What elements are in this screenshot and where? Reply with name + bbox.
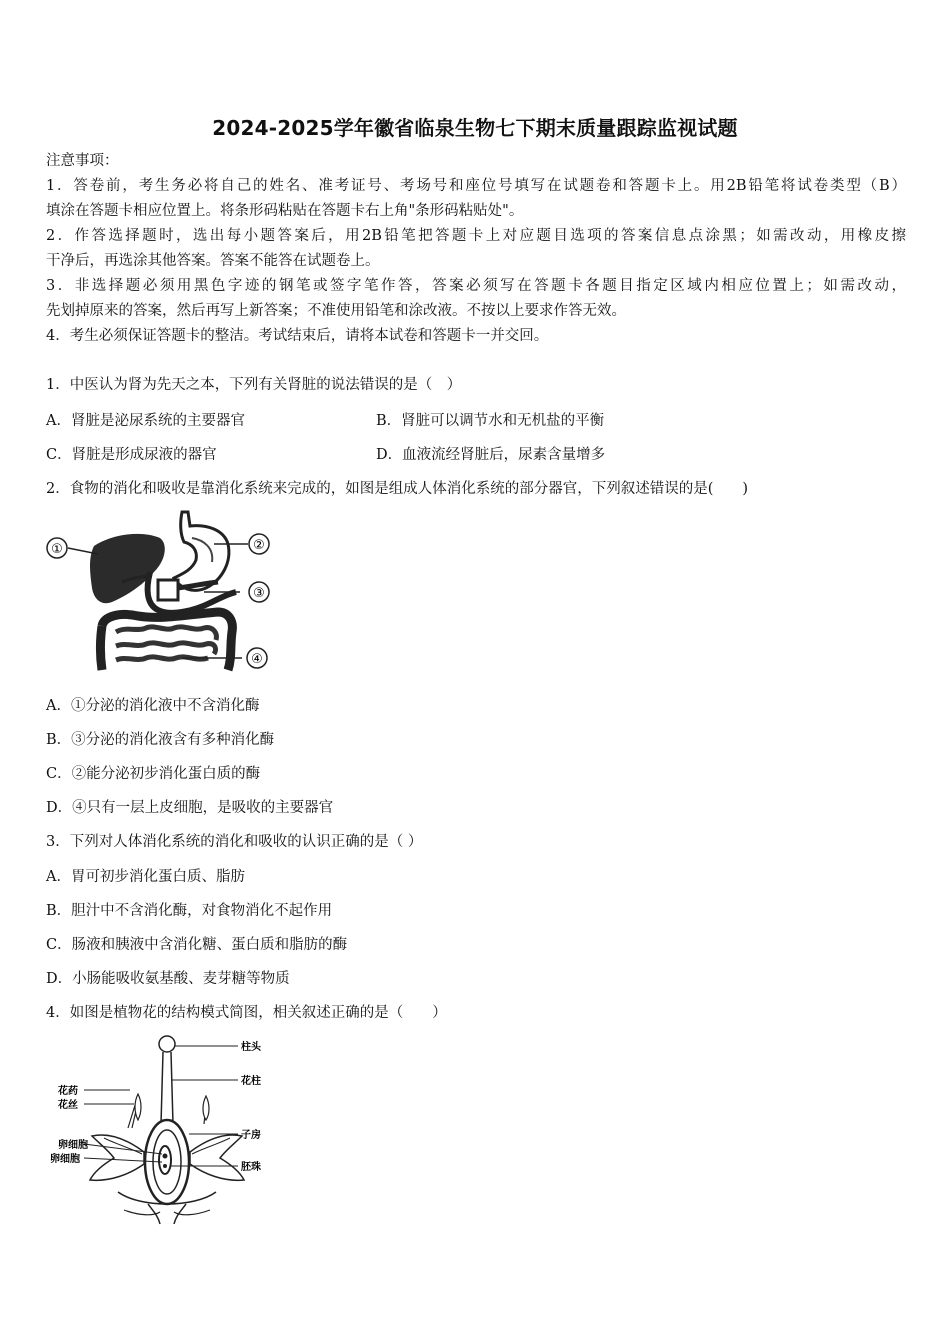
- fig-label-style: 花柱: [241, 1076, 261, 1087]
- notice-line: 2．作答选择题时，选出每小题答案后，用2B铅笔把答题卡上对应题目选项的答案信息点涂黑；如需改动，用橡皮擦: [46, 228, 906, 244]
- notice-line: 4．考生必须保证答题卡的整洁。考试结束后，请将本试卷和答题卡一并交回。: [46, 328, 549, 344]
- notice-line: 3．非选择题必须用黑色字迹的钢笔或签字笔作答，答案必须写在答题卡各题目指定区域内相应位置上；如需改动，: [46, 278, 906, 294]
- flower-structure-figure: [44, 1032, 284, 1227]
- notice-line: 先划掉原来的答案，然后再写上新答案；不准使用铅笔和涂改液。不按以上要求作答无效。: [46, 303, 626, 319]
- fig-label-4: ④: [251, 652, 263, 667]
- q2-stem: 2．食物的消化和吸收是靠消化系统来完成的，如图是组成人体消化系统的部分器官，下列叙述错误的是( ): [46, 481, 749, 497]
- notice-line: 1．答卷前，考生务必将自己的姓名、准考证号、考场号和座位号填写在试题卷和答题卡上。用2B铅笔将试卷类型（B）: [46, 178, 906, 194]
- q4-stem: 4．如图是植物花的结构模式简图，相关叙述正确的是（ ）: [46, 1005, 447, 1021]
- q2-option-c: C．②能分泌初步消化蛋白质的酶: [46, 766, 261, 782]
- fig-label-filament: 花丝: [58, 1100, 78, 1111]
- q3-option-b: B．胆汁中不含消化酶，对食物消化不起作用: [46, 903, 333, 919]
- q2-option-b: B．③分泌的消化液含有多种消化酶: [46, 732, 275, 748]
- notice-heading: 注意事项：: [46, 153, 119, 169]
- q3-option-c: C．肠液和胰液中含消化糖、蛋白质和脂肪的酶: [46, 937, 348, 953]
- fig-label-ovary: 子房: [241, 1130, 261, 1141]
- fig-label-2: ②: [253, 538, 265, 553]
- q1-option-d: D．血液流经肾脏后，尿素含量增多: [376, 447, 606, 463]
- fig-label-ovule: 胚珠: [241, 1162, 261, 1173]
- q1-stem: 1．中医认为肾为先天之本，下列有关肾脏的说法错误的是（ ）: [46, 377, 462, 393]
- fig-label-egg: 卵细胞: [58, 1140, 88, 1151]
- q1-option-a: A．肾脏是泌尿系统的主要器官: [46, 413, 245, 429]
- q3-stem: 3．下列对人体消化系统的消化和吸收的认识正确的是（ ）: [46, 834, 423, 850]
- q1-option-c: C．肾脏是形成尿液的器官: [46, 447, 217, 463]
- digestive-system-figure: [42, 508, 282, 673]
- fig-label-polar: 卵细胞: [50, 1154, 80, 1165]
- q3-option-a: A．胃可初步消化蛋白质、脂肪: [46, 869, 245, 885]
- notice-line: 干净后，再选涂其他答案。答案不能答在试题卷上。: [46, 253, 380, 269]
- q2-option-d: D．④只有一层上皮细胞，是吸收的主要器官: [46, 800, 334, 816]
- page-title: 2024-2025学年徽省临泉生物七下期末质量跟踪监视试题: [212, 116, 738, 140]
- fig-label-stigma: 柱头: [241, 1042, 261, 1053]
- fig-label-anther: 花药: [58, 1086, 78, 1097]
- fig-label-3: ③: [253, 586, 265, 601]
- fig-label-1: ①: [51, 542, 63, 557]
- q1-option-b: B．肾脏可以调节水和无机盐的平衡: [376, 413, 605, 429]
- q3-option-d: D．小肠能吸收氨基酸、麦芽糖等物质: [46, 971, 290, 987]
- q2-option-a: A．①分泌的消化液中不含消化酶: [46, 698, 260, 714]
- notice-line: 填涂在答题卡相应位置上。将条形码粘贴在答题卡右上角"条形码粘贴处"。: [46, 203, 524, 219]
